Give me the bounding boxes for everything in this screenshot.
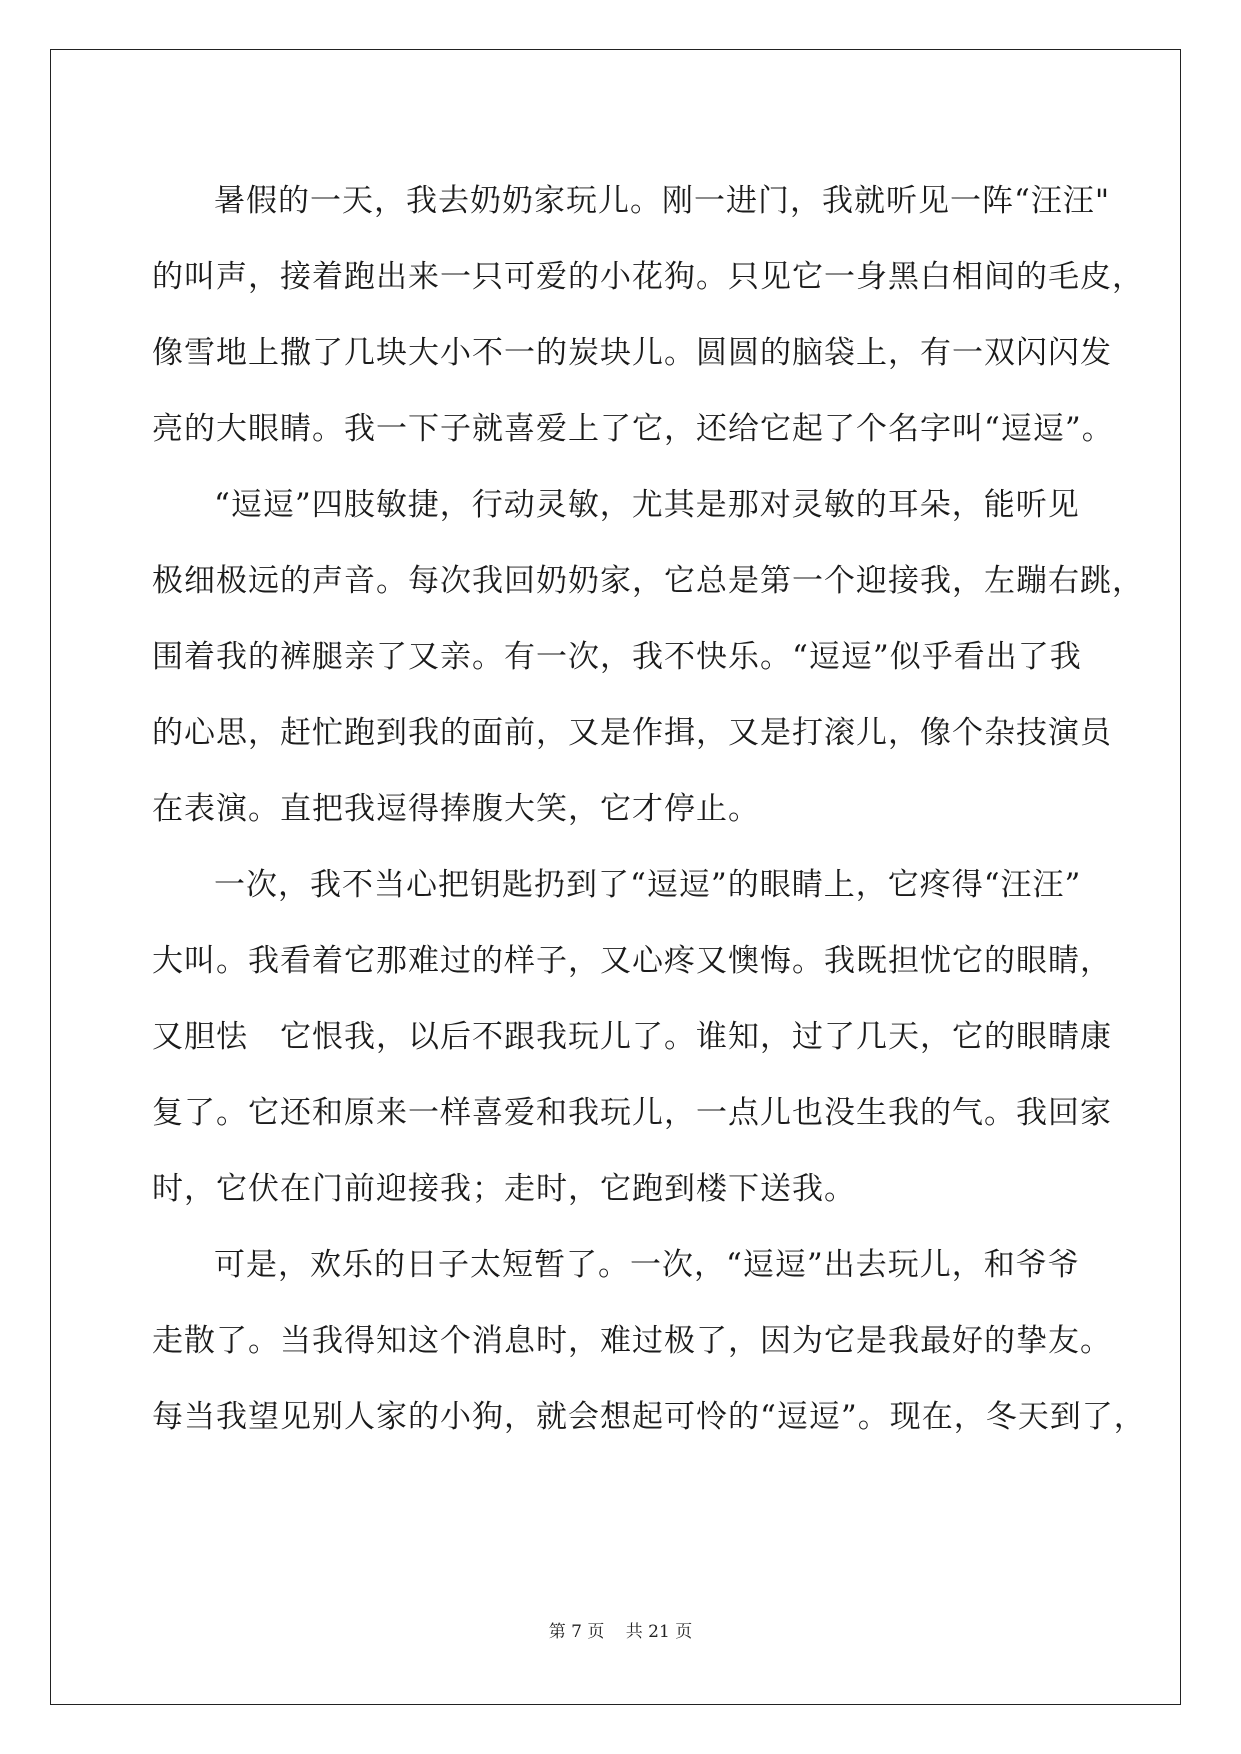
text-line: 复了。它还和原来一样喜爱和我玩儿，一点儿也没生我的气。我回家 [152,1095,1112,1131]
text-line: 围着我的裤腿亲了又亲。有一次，我不快乐。“逗逗”似乎看出了我 [152,639,1082,675]
text-line: 在表演。直把我逗得捧腹大笑，它才停止。 [152,791,760,827]
text-line: “逗逗”四肢敏捷，行动灵敏，尤其是那对灵敏的耳朵，能听见 [214,487,1080,523]
text-line: 极细极远的声音。每次我回奶奶家，它总是第一个迎接我，左蹦右跳， [152,563,1144,599]
text-line: 可是，欢乐的日子太短暂了。一次，“逗逗”出去玩儿，和爷爷 [214,1247,1080,1283]
text-line: 暑假的一天，我去奶奶家玩儿。刚一进门，我就听见一阵“汪汪" [214,183,1111,219]
page-total: 共 21 页 [625,1622,693,1642]
text-line: 每当我望见别人家的小狗，就会想起可怜的“逗逗”。现在，冬天到了， [152,1399,1146,1435]
text-line: 的心思，赶忙跑到我的面前，又是作揖，又是打滚儿，像个杂技演员 [152,715,1112,751]
text-line: 亮的大眼睛。我一下子就喜爱上了它，还给它起了个名字叫“逗逗”。 [152,411,1114,447]
text-line: 时，它伏在门前迎接我；走时，它跑到楼下送我。 [152,1171,856,1207]
text-line: 一次，我不当心把钥匙扔到了“逗逗”的眼睛上，它疼得“汪汪” [214,867,1082,903]
text-line: 的叫声，接着跑出来一只可爱的小花狗。只见它一身黑白相间的毛皮， [152,259,1144,295]
text-line: 大叫。我看着它那难过的样子，又心疼又懊悔。我既担忧它的眼睛， [152,943,1112,979]
page-number: 第 7 页 [548,1622,605,1642]
text-line: 又胆怯 它恨我，以后不跟我玩儿了。谁知，过了几天，它的眼睛康 [152,1019,1112,1055]
page-footer [0,1617,1241,1642]
text-line: 像雪地上撒了几块大小不一的炭块儿。圆圆的脑袋上，有一双闪闪发 [152,335,1112,371]
text-line: 走散了。当我得知这个消息时，难过极了，因为它是我最好的挚友。 [152,1323,1112,1359]
document-body [152,163,1146,1455]
